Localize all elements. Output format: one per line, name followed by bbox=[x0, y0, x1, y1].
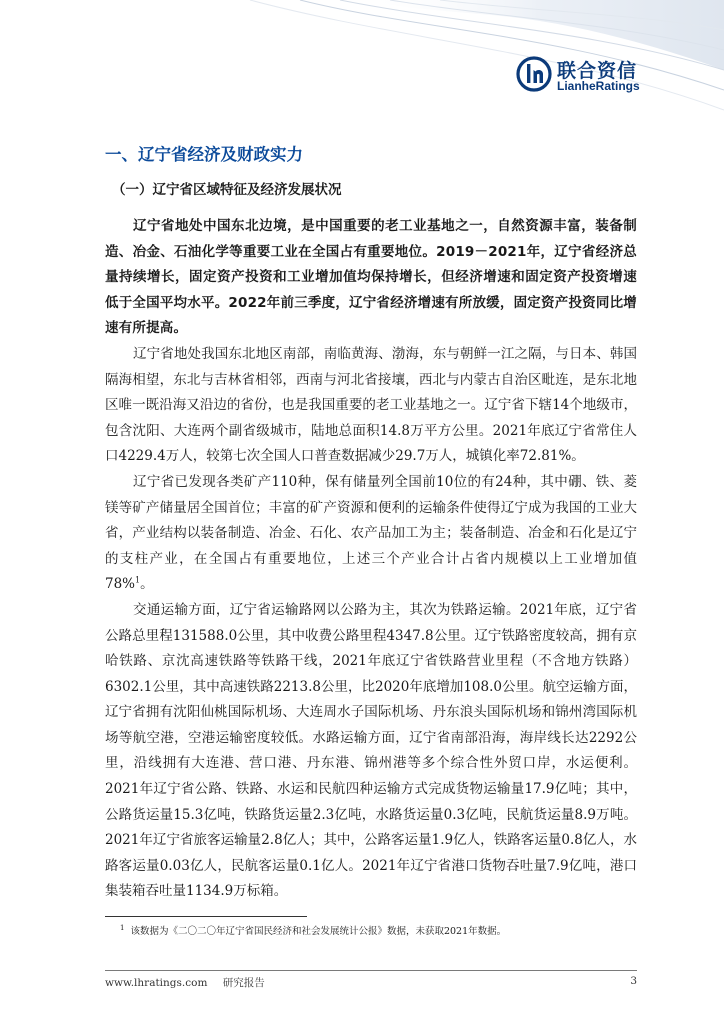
geography-paragraph: 辽宁省地处我国东北地区南部，南临黄海、渤海，东与朝鲜一江之隔，与日本、韩国隔海相望，东北与吉林省相邻，西南与河北省接壤，西北与内蒙古自治区毗连，是东北地区唯一既沿海又沿边的省份，也是我国重要的老工业基地之一。辽宁省下辖14个地级市，包含沈阳、大连两个副省级城市，陆地总面积14.8万平方公里。2021年底辽宁省常住人口4229.4万人，较第七次全国人口普查数据减少29.7万人，城镇化率72.81%。 bbox=[105, 345, 637, 465]
resources-paragraph: 辽宁省已发现各类矿产110种，保有储量列全国前10位的有24种，其中硼、铁、菱镁等矿产储量居全国首位；丰富的矿产资源和便利的运输条件使得辽宁成为我国的工业大省，产业结构以装备制造、冶金、石化、农产品加工为主；装备制造、冶金和石化是辽宁的支柱产业，在全国占有重要地位，上述三个产业合计占省内规模以上工业增加值78%$^1$。 bbox=[105, 473, 637, 593]
logo-name-cn: 联合资信 bbox=[557, 60, 638, 82]
resources-paragraph-text: 辽宁省已发现各类矿产110种，保有储量列全国前10位的有24种，其中硼、铁、菱镁等矿产储量居全国首位；丰富的矿产资源和便利的运输条件使得辽宁成为我国的工业大省，产业结构以装备制造、冶金、石化、农产品加工为主；装备制造、冶金和石化是辽宁的支柱产业，在全国占有重要地位，上述三个产业合计占省内规模以上工业增加值78% bbox=[105, 473, 637, 593]
footer-divider bbox=[105, 970, 637, 971]
summary-paragraph: 辽宁省地处中国东北边境，是中国重要的老工业基地之一，自然资源丰富，装备制造、冶金、石油化学等重要工业在全国占有重要地位。2019－2021年，辽宁省经济总量持续增长，固定资产投资和工业增加值均保持增长，但经济增速和固定资产投资增速低于全国平均水平。2022年前三季度，辽宁省经济增速有所放缓，固定资产投资同比增速有所提高。 bbox=[105, 218, 637, 337]
footnote bbox=[120, 921, 640, 939]
section-heading: 一、辽宁省经济及财政实力 bbox=[105, 145, 303, 164]
footnote-reference: 1 bbox=[135, 575, 141, 585]
footnote-text: 该数据为《二〇二〇年辽宁省国民经济和社会发展统计公报》数据，未获取2021年数据。 bbox=[130, 926, 507, 938]
company-logo bbox=[516, 56, 676, 96]
footer-doc-type: 研究报告 bbox=[222, 977, 265, 989]
transport-paragraph: 交通运输方面，辽宁省运输路网以公路为主，其次为铁路运输。2021年底，辽宁省公路总里程131588.0公里，其中收费公路里程4347.8公里。辽宁铁路密度较高，拥有京哈铁路、京沈高速铁路等铁路干线，2021年底辽宁省铁路营业里程（不含地方铁路）6302.1公里，其中高速铁路2213.8公里，比2020年底增加108.0公里。航空运输方面，辽宁省拥有沈阳仙桃国际机场、大连周水子国际机场、丹东浪头国际机场和锦州湾国际机场等航空港，空港运输密度较低。水路运输方面，辽宁省南部沿海，海岸线长达2292公里，沿线拥有大连港、营口港、丹东港、锦州港等多个综合性外贸口岸，水运便利。2021年辽宁省公路、铁路、水运和民航四种运输方式完成货物运输量17.9亿吨；其中，公路货运量15.3亿吨，铁路货运量2.3亿吨，水路货运量0.3亿吨，民航货运量8.9万吨。2021年辽宁省旅客运输量2.8亿人；其中，公路客运量1.9亿人，铁路客运量0.8亿人，水路客运量0.03亿人，民航客运量0.1亿人。2021年辽宁省港口货物吞吐量7.9亿吨，港口集装箱吞吐量1134.9万标箱。 bbox=[105, 601, 637, 900]
section-subheading: （一）辽宁省区域特征及经济发展状况 bbox=[112, 182, 342, 198]
footnote-number: 1 bbox=[120, 924, 125, 932]
page-number: 3 bbox=[630, 975, 637, 987]
lianhe-logo-icon bbox=[516, 56, 552, 92]
body-text bbox=[105, 214, 637, 905]
logo-name-en: LianheRatings bbox=[557, 79, 640, 93]
footer-website: www.lhratings.com bbox=[105, 977, 208, 989]
footnote-divider bbox=[105, 916, 307, 917]
footer-left bbox=[105, 975, 265, 990]
